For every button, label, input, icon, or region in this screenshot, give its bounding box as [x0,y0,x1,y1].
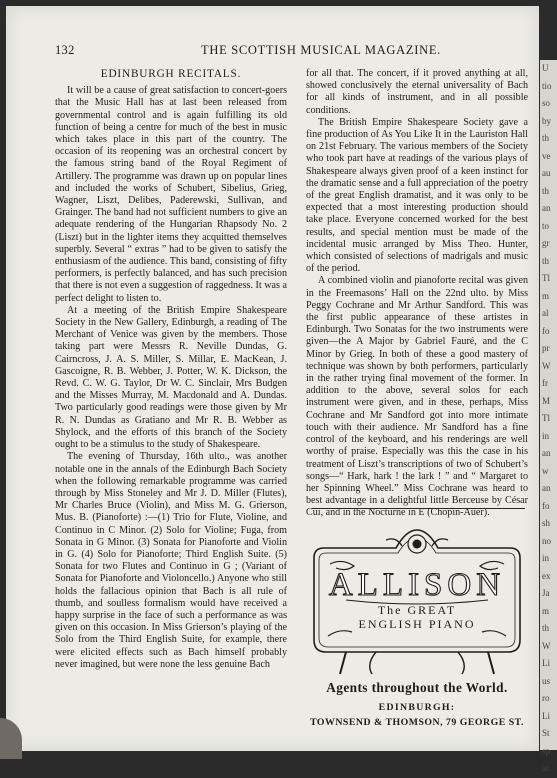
adjacent-page-fragment: ve [542,150,551,161]
ad-agents-line: Agents throughout the World. [326,680,508,695]
paragraph-bach-continued: for all that. The concert, if it proved anything at all, showed conclusively the eternal universality of Bach for all kinds of instrument, and in all possible conditions. [306,68,528,116]
adjacent-page-fragment: gr [542,238,550,248]
adjacent-page-fragment: fr [542,378,548,388]
right-column [306,68,528,520]
left-column [55,68,287,671]
adjacent-page-fragment: ex [542,570,551,581]
adjacent-page-fragment: fo [542,500,550,511]
adjacent-page-fragment: no [542,535,551,546]
paragraph-as-you-like-it: The British Empire Shakespeare Society gave a fine production of As You Like It in the Lauriston Hall on 21st February. The various members of the Society who took part have at readings of the various plays of Shakespeare always given proof of a keen instinct for the dramatic sense and a full appreciation of the poetry of the great English dramatist, and it was only to be expected that a most interesting production should take place. Everyone concerned worked for the best results, and special mention must be made of the incidental music arranged by Miss Theo. Hunter, which consisted of selections of madrigals and music of the period. [306,116,528,275]
adjacent-page-fragment: ro [542,693,550,703]
page-header [55,43,525,59]
page-number: 132 [55,43,75,57]
ad-city: EDINBURGH: [378,702,456,713]
adjacent-page-fragment: W [542,640,551,651]
article-heading: EDINBURGH RECITALS. [100,68,242,80]
adjacent-page-fragment: pr [542,343,550,353]
adjacent-page-fragment: an [542,448,551,458]
adjacent-page-fragment: so [542,98,551,108]
ad-tagline-line1: The GREAT [377,603,457,617]
paragraph-bach-society: The evening of Thursday, 16th ulto., was another notable one in the annals of the Edinburgh Bach Society when the following remarkable programme was carried through by Miss Stoneley and Mr J. D. Miller (Flutes), Mr Charles Bruce (Violin), and Miss M. G. Grierson, Mus. B. (Pianoforte) :—(1) Trio for Flute, Violine, and Continuo in C Minor. (2) Solo for Violine; Fuga, from Sonata in G Minor. (3) Sonata for Pianoforte and Violin in G. (4) Solo for Pianoforte; Third English Suite. (5) Sonata for two Flutes and Continuo in G ; (Variant of Sonata for Pianoforte and Violoncello.) Anyone who still holds the fallacious opinion that Bach is all rule of thumb, and soulless formalism would have received a happy surprise in the face of such a performance as was given on this occasion. In Miss Grierson’s playing of the Solo from the Third English Suite, for example, there were elicited effects such as Bach himself probably never imagined, but were none the less genuine Bach [55,451,287,670]
adjacent-page-fragment: W [542,360,551,371]
adjacent-page-edge [540,60,557,773]
adjacent-page-fragment: us [542,675,551,686]
adjacent-page-fragment: fo [542,325,550,336]
ad-dealer-address: TOWNSEND & THOMSON, 79 GEORGE ST. [310,717,524,728]
ad-brand-name: ALLISON [328,567,506,603]
adjacent-page-fragment: M [542,395,551,406]
adjacent-page-fragment: St [542,728,550,738]
adjacent-page-fragment: th [542,185,550,196]
adjacent-page-fragment: ar [542,763,549,773]
column-divider-rule [312,508,525,509]
adjacent-page-fragment: by [542,115,551,126]
adjacent-page-fragment: to [542,220,550,231]
adjacent-page-fragment: Tl [542,273,550,283]
adjacent-page-fragment: th [542,623,550,633]
adjacent-page-fragment: in [542,553,550,563]
adjacent-page-fragment: m [542,605,550,616]
paragraph-music-hall: It will be a cause of great satisfaction to concert-goers that the Music Hall has at last been released from governmental control and is again fulfilling its old function of being a centre for much of the best in music which takes place in this part of the country. The occasion of its reopening was an orchestral concert by the famous string band of the Royal Regiment of Artillery. The programme was drawn up on popular lines and included the works of Schubert, Sibelius, Grieg, Wagner, Liszt, Delibes, Paderewski, Sullivan, and Grainger. The band had not sufficient numbers to give an adequate rendering of the Hungarian Rhapsody No. 2 (Liszt) but in the lighter items they acquitted themselves superbly. Several “ extras ” had to be given to satisfy the enthusiasm of the audience. This band, consisting of fifty performers, is perfectly balanced, and has such precision that there is not even a suggestion of raggedness. It was a perfect delight to listen to. [55,85,287,304]
adjacent-page-fragment: an [542,203,551,213]
adjacent-page-fragment: th [542,133,550,143]
adjacent-page-fragment: Li [542,658,550,668]
adjacent-page-fragment: th [542,255,550,266]
adjacent-page-fragment: Li [542,710,550,721]
adjacent-page-fragment: U [542,63,549,73]
adjacent-page-fragment: al [542,308,549,318]
paragraph-shakespeare-reading: At a meeting of the British Empire Shakespeare Society in the New Gallery, Edinburgh, a reading of The Merchant of Venice was given by the members. Those taking part were Messrs R. Neville Dundas, G. Cairncross, J. A. S. Miller, S. Millar, E. MacKean, J. Gascoigne, R. B. Webber, J. Potter, W. K. Dickson, the Revd. C. W. G. Taylor, Dr W. C. Sinclair, Mrs Budgen and the Misses Murray, M. Macdonald and A. Dundas. Two particularly good readings were those given by Mr R. N. Dundas as Gratiano and Mr R. B. Webber as Shylock, and the efforts of this branch of the Society ought to be a stimulus to the study of Shakespeare. [55,304,287,451]
adjacent-page-fragment: sh [542,518,551,528]
paragraph-violin-recital: A combined violin and pianoforte recital was given in the Freemasons’ Hall on the 22nd ulto. by Miss Peggy Cochrane and Mr Arthur Sandford. This was the first public appearance of these artistes in Edinburgh. Two Sonatas for the two instruments were given—the A Major by Gabriel Fauré, and the C Minor by Grieg. In both of these a good mastery of technique was shown by both performers, particularly in the rather trying final movement of the former. In addition to the above, several solos for each instrument were given, and in these, perhaps, Miss Cochrane and Mr Sandford got into more intimate touch with their audience. Mr Sandford has a fine control of the keyboard, and his renderings are well worthy of praise. Especially was this the case in his treatment of Liszt’s transcriptions of two of Schubert’s songs—“ Hark, hark ! the lark ! ” and “ Margaret to her Spinning Wheel.” Miss Cochrane was heard to best advantage in a delightful little Berceuse by César Cui, and in the Nocturne in E (Chopin-Auer). [306,275,528,519]
adjacent-page-fragment: Ja [542,588,550,598]
adjacent-page-fragment: Tl [542,413,550,423]
adjacent-page-fragment: w [542,465,549,476]
running-title: THE SCOTTISH MUSICAL MAGAZINE. [201,43,441,57]
adjacent-page-fragment: tio [542,80,552,91]
adjacent-page-fragment: m [542,290,550,301]
adjacent-page-fragment: au [542,168,551,178]
allison-piano-advertisement [306,528,528,734]
adjacent-page-fragment: sp [542,745,551,756]
adjacent-page-fragment: in [542,430,550,441]
ad-tagline-line2: ENGLISH PIANO [358,617,476,631]
adjacent-page-fragment: an [542,483,551,493]
